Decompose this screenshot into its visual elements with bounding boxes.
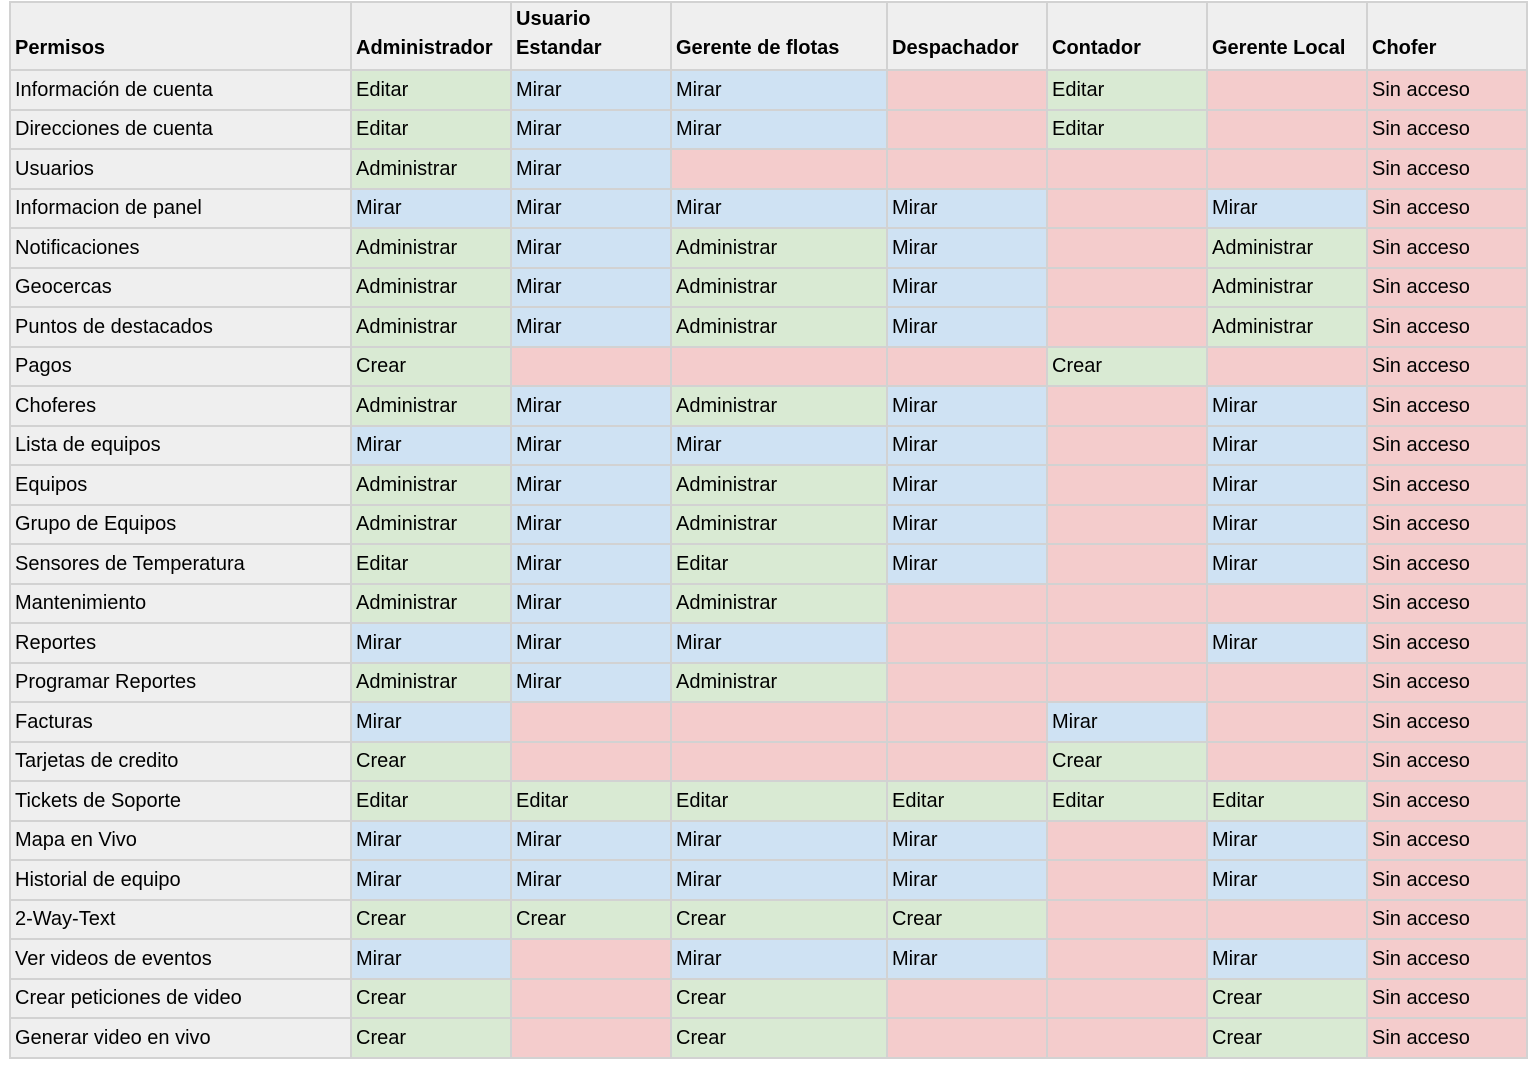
permission-cell-usuario-estandar xyxy=(511,1018,671,1058)
permission-cell-chofer: Sin acceso xyxy=(1367,347,1527,387)
permission-cell-despachador: Mirar xyxy=(887,939,1047,979)
permission-cell-chofer: Sin acceso xyxy=(1367,70,1527,110)
permission-cell-gerente-de-flotas: Administrar xyxy=(671,386,887,426)
permission-label: Reportes xyxy=(10,623,351,663)
permission-cell-despachador xyxy=(887,149,1047,189)
permission-cell-despachador: Mirar xyxy=(887,465,1047,505)
permission-cell-chofer: Sin acceso xyxy=(1367,702,1527,742)
permission-cell-chofer: Sin acceso xyxy=(1367,742,1527,782)
permission-cell-despachador: Mirar xyxy=(887,189,1047,229)
header-despachador: Despachador xyxy=(887,2,1047,70)
permission-cell-usuario-estandar xyxy=(511,347,671,387)
permission-cell-contador: Crear xyxy=(1047,347,1207,387)
permission-cell-despachador: Crear xyxy=(887,900,1047,940)
permission-cell-despachador xyxy=(887,742,1047,782)
permission-label: Crear peticiones de video xyxy=(10,979,351,1019)
permission-cell-contador xyxy=(1047,307,1207,347)
permission-cell-chofer: Sin acceso xyxy=(1367,663,1527,703)
permission-cell-administrador: Mirar xyxy=(351,623,511,663)
permission-cell-contador xyxy=(1047,979,1207,1019)
permission-cell-chofer: Sin acceso xyxy=(1367,939,1527,979)
permission-cell-contador xyxy=(1047,189,1207,229)
permission-cell-contador xyxy=(1047,268,1207,308)
permission-cell-gerente-local: Mirar xyxy=(1207,426,1367,466)
table-row xyxy=(10,426,1527,466)
permission-cell-contador xyxy=(1047,426,1207,466)
permission-cell-chofer: Sin acceso xyxy=(1367,821,1527,861)
permission-cell-despachador: Editar xyxy=(887,781,1047,821)
permission-cell-gerente-local xyxy=(1207,900,1367,940)
table-row xyxy=(10,979,1527,1019)
permission-label: Historial de equipo xyxy=(10,860,351,900)
permission-label: Tarjetas de credito xyxy=(10,742,351,782)
table-row xyxy=(10,702,1527,742)
permission-cell-despachador: Mirar xyxy=(887,307,1047,347)
permission-cell-despachador xyxy=(887,663,1047,703)
permission-cell-chofer: Sin acceso xyxy=(1367,781,1527,821)
permission-cell-chofer: Sin acceso xyxy=(1367,386,1527,426)
permission-label: Ver videos de eventos xyxy=(10,939,351,979)
permission-label: Direcciones de cuenta xyxy=(10,110,351,150)
permission-cell-despachador xyxy=(887,979,1047,1019)
permission-label: Usuarios xyxy=(10,149,351,189)
permission-cell-despachador xyxy=(887,110,1047,150)
permission-cell-usuario-estandar: Mirar xyxy=(511,110,671,150)
permission-cell-administrador: Mirar xyxy=(351,426,511,466)
table-row xyxy=(10,386,1527,426)
permission-cell-contador xyxy=(1047,386,1207,426)
permission-cell-chofer: Sin acceso xyxy=(1367,584,1527,624)
header-gerente-local: Gerente Local xyxy=(1207,2,1367,70)
header-permisos: Permisos xyxy=(10,2,351,70)
table-row xyxy=(10,110,1527,150)
permission-cell-administrador: Mirar xyxy=(351,189,511,229)
permission-cell-gerente-de-flotas: Administrar xyxy=(671,505,887,545)
permission-cell-despachador: Mirar xyxy=(887,544,1047,584)
permission-cell-gerente-local: Mirar xyxy=(1207,939,1367,979)
permission-cell-usuario-estandar xyxy=(511,939,671,979)
permission-cell-gerente-de-flotas: Mirar xyxy=(671,623,887,663)
permission-cell-chofer: Sin acceso xyxy=(1367,979,1527,1019)
permission-cell-chofer: Sin acceso xyxy=(1367,307,1527,347)
permission-cell-gerente-local: Mirar xyxy=(1207,505,1367,545)
permission-cell-usuario-estandar: Mirar xyxy=(511,505,671,545)
permission-cell-despachador: Mirar xyxy=(887,860,1047,900)
permission-cell-administrador: Editar xyxy=(351,781,511,821)
permission-cell-gerente-de-flotas: Editar xyxy=(671,781,887,821)
permission-cell-administrador: Administrar xyxy=(351,149,511,189)
permission-cell-despachador xyxy=(887,584,1047,624)
permission-label: Programar Reportes xyxy=(10,663,351,703)
table-row xyxy=(10,821,1527,861)
permission-cell-gerente-local: Mirar xyxy=(1207,821,1367,861)
permission-label: Grupo de Equipos xyxy=(10,505,351,545)
permission-cell-gerente-de-flotas xyxy=(671,702,887,742)
permission-cell-gerente-de-flotas: Mirar xyxy=(671,939,887,979)
permission-cell-gerente-local: Mirar xyxy=(1207,386,1367,426)
permission-cell-gerente-de-flotas xyxy=(671,347,887,387)
permission-cell-despachador: Mirar xyxy=(887,228,1047,268)
permission-cell-administrador: Crear xyxy=(351,1018,511,1058)
permission-cell-usuario-estandar: Mirar xyxy=(511,860,671,900)
permission-cell-contador xyxy=(1047,821,1207,861)
permission-cell-gerente-local: Editar xyxy=(1207,781,1367,821)
permission-cell-usuario-estandar: Mirar xyxy=(511,149,671,189)
header-row xyxy=(10,2,1527,70)
permission-cell-despachador: Mirar xyxy=(887,386,1047,426)
permission-cell-contador xyxy=(1047,1018,1207,1058)
permission-cell-usuario-estandar: Mirar xyxy=(511,544,671,584)
permission-cell-chofer: Sin acceso xyxy=(1367,623,1527,663)
permission-cell-gerente-local: Mirar xyxy=(1207,860,1367,900)
permission-cell-administrador: Editar xyxy=(351,70,511,110)
permission-cell-administrador: Mirar xyxy=(351,939,511,979)
permissions-table xyxy=(9,1,1528,1059)
permission-cell-contador xyxy=(1047,663,1207,703)
permission-cell-gerente-de-flotas xyxy=(671,149,887,189)
permission-cell-administrador: Administrar xyxy=(351,584,511,624)
permission-cell-administrador: Administrar xyxy=(351,505,511,545)
permission-cell-contador: Editar xyxy=(1047,781,1207,821)
permission-cell-chofer: Sin acceso xyxy=(1367,465,1527,505)
permission-cell-contador xyxy=(1047,623,1207,663)
permission-cell-gerente-de-flotas: Mirar xyxy=(671,821,887,861)
header-chofer: Chofer xyxy=(1367,2,1527,70)
permission-cell-gerente-local: Crear xyxy=(1207,979,1367,1019)
permission-cell-administrador: Administrar xyxy=(351,307,511,347)
table-row xyxy=(10,623,1527,663)
permission-cell-chofer: Sin acceso xyxy=(1367,268,1527,308)
permission-cell-contador xyxy=(1047,860,1207,900)
permission-cell-contador: Mirar xyxy=(1047,702,1207,742)
permission-cell-administrador: Editar xyxy=(351,110,511,150)
permission-cell-administrador: Administrar xyxy=(351,465,511,505)
permission-cell-usuario-estandar: Mirar xyxy=(511,663,671,703)
table-row xyxy=(10,939,1527,979)
permission-cell-chofer: Sin acceso xyxy=(1367,860,1527,900)
permission-cell-contador: Editar xyxy=(1047,70,1207,110)
table-row xyxy=(10,900,1527,940)
permission-cell-usuario-estandar: Mirar xyxy=(511,623,671,663)
permission-cell-gerente-local xyxy=(1207,347,1367,387)
header-administrador: Administrador xyxy=(351,2,511,70)
table-body xyxy=(10,70,1527,1058)
permission-cell-gerente-de-flotas: Editar xyxy=(671,544,887,584)
permission-cell-usuario-estandar: Editar xyxy=(511,781,671,821)
permission-cell-gerente-local: Crear xyxy=(1207,1018,1367,1058)
permission-cell-gerente-local: Administrar xyxy=(1207,268,1367,308)
permission-cell-despachador: Mirar xyxy=(887,426,1047,466)
permission-label: Generar video en vivo xyxy=(10,1018,351,1058)
permission-cell-usuario-estandar: Mirar xyxy=(511,307,671,347)
permission-label: Notificaciones xyxy=(10,228,351,268)
permission-label: Facturas xyxy=(10,702,351,742)
permission-cell-gerente-de-flotas: Administrar xyxy=(671,268,887,308)
permission-cell-contador xyxy=(1047,149,1207,189)
permission-label: Pagos xyxy=(10,347,351,387)
permission-cell-administrador: Crear xyxy=(351,347,511,387)
permission-cell-despachador xyxy=(887,70,1047,110)
permission-cell-despachador: Mirar xyxy=(887,268,1047,308)
table-row xyxy=(10,149,1527,189)
table-row xyxy=(10,860,1527,900)
permission-cell-administrador: Mirar xyxy=(351,821,511,861)
permission-cell-gerente-local xyxy=(1207,584,1367,624)
permission-cell-contador xyxy=(1047,939,1207,979)
permission-cell-chofer: Sin acceso xyxy=(1367,189,1527,229)
permission-label: Geocercas xyxy=(10,268,351,308)
permission-cell-despachador xyxy=(887,623,1047,663)
permission-cell-gerente-de-flotas: Mirar xyxy=(671,110,887,150)
permission-cell-administrador: Mirar xyxy=(351,860,511,900)
permission-cell-usuario-estandar xyxy=(511,979,671,1019)
permission-cell-chofer: Sin acceso xyxy=(1367,149,1527,189)
permission-cell-gerente-local xyxy=(1207,742,1367,782)
permission-cell-gerente-local: Mirar xyxy=(1207,465,1367,505)
permission-cell-gerente-de-flotas: Administrar xyxy=(671,228,887,268)
permission-cell-contador xyxy=(1047,505,1207,545)
permission-cell-usuario-estandar: Mirar xyxy=(511,228,671,268)
permission-cell-administrador: Administrar xyxy=(351,228,511,268)
permission-cell-administrador: Administrar xyxy=(351,663,511,703)
permission-cell-gerente-de-flotas: Mirar xyxy=(671,860,887,900)
table-row xyxy=(10,347,1527,387)
permission-cell-chofer: Sin acceso xyxy=(1367,900,1527,940)
permission-cell-usuario-estandar: Mirar xyxy=(511,189,671,229)
table-row xyxy=(10,1018,1527,1058)
permission-label: Mapa en Vivo xyxy=(10,821,351,861)
permission-cell-administrador: Administrar xyxy=(351,268,511,308)
permission-cell-administrador: Administrar xyxy=(351,386,511,426)
permission-cell-despachador xyxy=(887,702,1047,742)
permission-cell-usuario-estandar: Crear xyxy=(511,900,671,940)
permission-cell-usuario-estandar: Mirar xyxy=(511,426,671,466)
table-row xyxy=(10,189,1527,229)
permission-cell-chofer: Sin acceso xyxy=(1367,1018,1527,1058)
header-usuario-estandar: Usuario Estandar xyxy=(511,2,671,70)
permission-cell-gerente-local: Mirar xyxy=(1207,623,1367,663)
permission-cell-usuario-estandar: Mirar xyxy=(511,386,671,426)
permission-label: 2-Way-Text xyxy=(10,900,351,940)
permission-cell-gerente-de-flotas: Administrar xyxy=(671,465,887,505)
header-contador: Contador xyxy=(1047,2,1207,70)
permission-cell-contador xyxy=(1047,544,1207,584)
permission-cell-gerente-local xyxy=(1207,663,1367,703)
permission-cell-gerente-de-flotas: Mirar xyxy=(671,426,887,466)
permission-cell-usuario-estandar: Mirar xyxy=(511,821,671,861)
permission-cell-usuario-estandar xyxy=(511,742,671,782)
table-row xyxy=(10,505,1527,545)
permission-cell-usuario-estandar: Mirar xyxy=(511,268,671,308)
permission-cell-gerente-local: Mirar xyxy=(1207,189,1367,229)
permission-cell-chofer: Sin acceso xyxy=(1367,505,1527,545)
table-row xyxy=(10,544,1527,584)
permission-cell-administrador: Editar xyxy=(351,544,511,584)
permission-cell-administrador: Mirar xyxy=(351,702,511,742)
permission-cell-chofer: Sin acceso xyxy=(1367,228,1527,268)
permission-cell-contador: Crear xyxy=(1047,742,1207,782)
table-row xyxy=(10,307,1527,347)
permission-label: Sensores de Temperatura xyxy=(10,544,351,584)
permission-cell-gerente-local: Administrar xyxy=(1207,228,1367,268)
table-row xyxy=(10,70,1527,110)
table-row xyxy=(10,268,1527,308)
permission-cell-gerente-de-flotas: Crear xyxy=(671,979,887,1019)
permission-cell-gerente-de-flotas: Administrar xyxy=(671,307,887,347)
permission-cell-despachador: Mirar xyxy=(887,505,1047,545)
permission-cell-usuario-estandar: Mirar xyxy=(511,70,671,110)
permission-cell-gerente-de-flotas: Crear xyxy=(671,900,887,940)
permission-cell-gerente-de-flotas: Mirar xyxy=(671,70,887,110)
permission-cell-gerente-local: Administrar xyxy=(1207,307,1367,347)
permission-cell-gerente-de-flotas: Administrar xyxy=(671,663,887,703)
permission-cell-contador xyxy=(1047,465,1207,505)
permission-cell-gerente-de-flotas xyxy=(671,742,887,782)
permission-cell-contador: Editar xyxy=(1047,110,1207,150)
table-row xyxy=(10,781,1527,821)
header-gerente-de-flotas: Gerente de flotas xyxy=(671,2,887,70)
permission-cell-contador xyxy=(1047,900,1207,940)
table-row xyxy=(10,584,1527,624)
permission-cell-contador xyxy=(1047,584,1207,624)
permission-cell-administrador: Crear xyxy=(351,742,511,782)
permission-label: Mantenimiento xyxy=(10,584,351,624)
permission-label: Tickets de Soporte xyxy=(10,781,351,821)
permission-cell-chofer: Sin acceso xyxy=(1367,544,1527,584)
permission-cell-usuario-estandar: Mirar xyxy=(511,465,671,505)
permission-cell-despachador xyxy=(887,347,1047,387)
table-row xyxy=(10,742,1527,782)
permission-cell-gerente-de-flotas: Crear xyxy=(671,1018,887,1058)
permission-cell-despachador xyxy=(887,1018,1047,1058)
permission-cell-gerente-local: Mirar xyxy=(1207,544,1367,584)
permission-label: Equipos xyxy=(10,465,351,505)
permission-cell-gerente-de-flotas: Mirar xyxy=(671,189,887,229)
permission-label: Información de cuenta xyxy=(10,70,351,110)
permission-cell-despachador: Mirar xyxy=(887,821,1047,861)
permission-cell-gerente-local xyxy=(1207,149,1367,189)
permission-cell-gerente-local xyxy=(1207,702,1367,742)
permission-cell-gerente-local xyxy=(1207,110,1367,150)
table-row xyxy=(10,663,1527,703)
permission-cell-administrador: Crear xyxy=(351,900,511,940)
table-row xyxy=(10,228,1527,268)
permission-cell-usuario-estandar xyxy=(511,702,671,742)
permission-cell-usuario-estandar: Mirar xyxy=(511,584,671,624)
permission-cell-chofer: Sin acceso xyxy=(1367,426,1527,466)
permission-label: Informacion de panel xyxy=(10,189,351,229)
permission-cell-administrador: Crear xyxy=(351,979,511,1019)
permission-label: Choferes xyxy=(10,386,351,426)
permission-cell-gerente-de-flotas: Administrar xyxy=(671,584,887,624)
permission-cell-chofer: Sin acceso xyxy=(1367,110,1527,150)
table-row xyxy=(10,465,1527,505)
permission-cell-gerente-local xyxy=(1207,70,1367,110)
permission-label: Lista de equipos xyxy=(10,426,351,466)
permission-label: Puntos de destacados xyxy=(10,307,351,347)
permission-cell-contador xyxy=(1047,228,1207,268)
